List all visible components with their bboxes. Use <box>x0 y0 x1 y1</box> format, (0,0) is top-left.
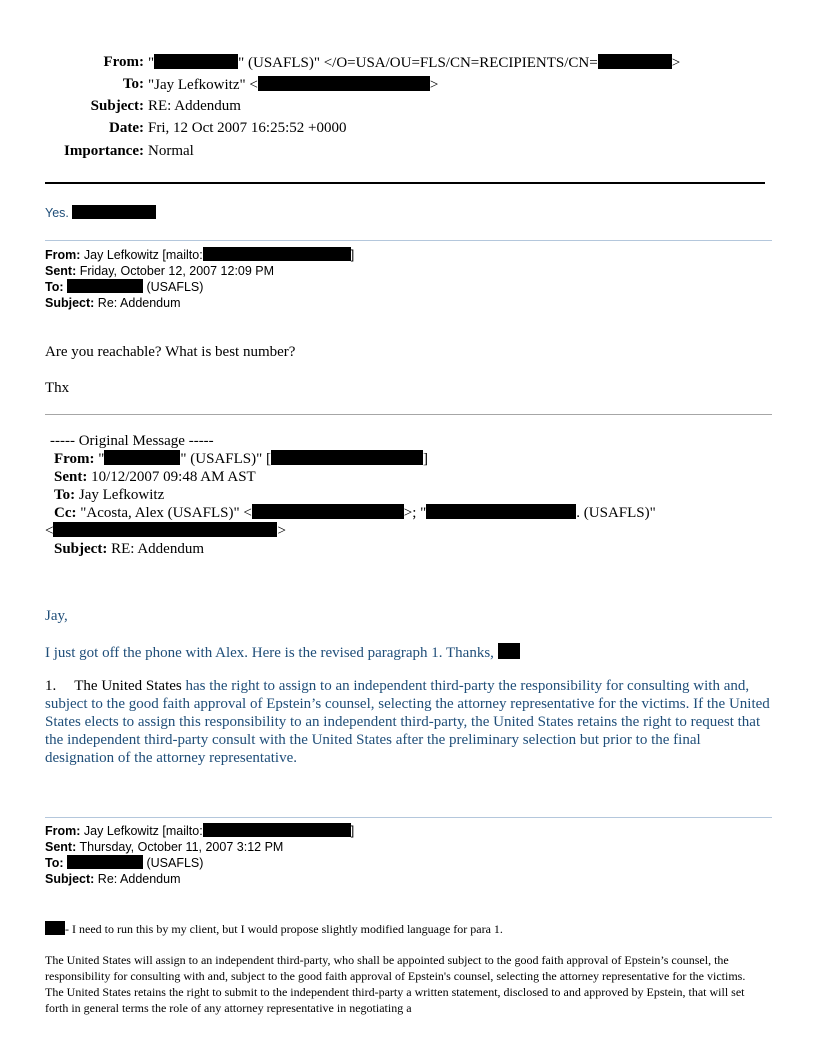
orig-from: From: " " (USAFLS)" [ ] <box>54 451 429 467</box>
redaction-box <box>203 823 351 837</box>
msg2-body-proposal: The United States will assign to an independent third-party, who shall be appointed subject to the good faith approval of Epstein’s counsel, the responsibility for consulting with and, subject to the good faith approval of Epstein's counsel, selecting the attorney representative for the victims. The United States retains the right to submit to the independent third-party a written statement, disclosed to and approved by Epstein, that will set forth in general terms the role of any attorney representative in negotiating a <box>45 953 746 1015</box>
redaction-box <box>426 504 576 519</box>
redaction-box <box>154 54 238 69</box>
redaction-box <box>53 522 277 537</box>
msg2-sent: Sent: Thursday, October 11, 2007 3:12 PM <box>45 840 284 854</box>
redaction-box <box>203 247 351 261</box>
header-to-label: To: <box>122 76 144 92</box>
msg1-subject: Subject: Re: Addendum <box>45 296 181 310</box>
redaction-box <box>598 54 672 69</box>
header-date-value: Fri, 12 Oct 2007 16:25:52 +0000 <box>148 120 347 136</box>
msg1-from: From: Jay Lefkowitz [mailto: ] <box>45 248 355 262</box>
msg1-body-thx: Thx <box>45 380 70 396</box>
redaction-box <box>72 205 156 219</box>
orig-subject: Subject: RE: Addendum <box>54 541 204 557</box>
header-importance-value: Normal <box>148 143 194 159</box>
header-date-label: Date: <box>109 120 144 136</box>
redaction-box <box>45 921 65 935</box>
orig-intro-line: I just got off the phone with Alex. Here is the revised paragraph 1. Thanks, <box>45 643 520 662</box>
redaction-box <box>258 76 430 91</box>
header-from-value: " " (USAFLS)" </O=USA/OU=FLS/CN=RECIPIENTS/CN= > <box>148 55 681 71</box>
header-divider <box>45 182 765 184</box>
msg2-body-intro: - I need to run this by my client, but I would propose slightly modified language for para 1. <box>45 921 765 937</box>
revised-paragraph: 1. The United States has the right to assign to an independent third-party the responsibility for consulting with and, subject to the good faith approval of Epstein’s counsel, selecting the attorney representative for the victims. If the United States elects to assign this responsibility to an independent third-party, the United States retains the right to request that the independent third-party consult with the United States after the preliminary selection but prior to the final designation of the attorney representative. <box>45 678 770 766</box>
orig-cc-cont: < > <box>45 523 286 539</box>
header-subject-label: Subject: <box>90 98 144 114</box>
orig-sent: Sent: 10/12/2007 09:48 AM AST <box>54 469 256 485</box>
msg2-subject: Subject: Re: Addendum <box>45 872 181 886</box>
msg1-body-question: Are you reachable? What is best number? <box>45 344 296 360</box>
orig-greeting: Jay, <box>45 608 68 624</box>
divider <box>45 240 772 241</box>
divider <box>45 817 772 818</box>
reply-line: Yes. <box>45 205 156 220</box>
orig-to: To: Jay Lefkowitz <box>54 487 165 503</box>
redaction-box <box>252 504 404 519</box>
header-to-value: "Jay Lefkowitz" < > <box>148 77 439 93</box>
original-message-title: ----- Original Message ----- <box>50 433 214 449</box>
orig-cc: Cc: "Acosta, Alex (USAFLS)" < >; " . (USAFLS)" <box>54 505 656 521</box>
msg1-sent: Sent: Friday, October 12, 2007 12:09 PM <box>45 264 275 278</box>
divider <box>45 414 772 415</box>
msg1-to: To: (USAFLS) <box>45 280 204 294</box>
redaction-box <box>104 450 180 465</box>
header-subject-value: RE: Addendum <box>148 98 241 114</box>
header-importance-label: Importance: <box>64 143 144 159</box>
redaction-box <box>67 279 143 293</box>
redaction-box <box>498 643 520 659</box>
msg2-from: From: Jay Lefkowitz [mailto: ] <box>45 824 355 838</box>
redaction-box <box>271 450 423 465</box>
msg2-to: To: (USAFLS) <box>45 856 204 870</box>
redaction-box <box>67 855 143 869</box>
header-from-label: From: <box>103 54 144 70</box>
